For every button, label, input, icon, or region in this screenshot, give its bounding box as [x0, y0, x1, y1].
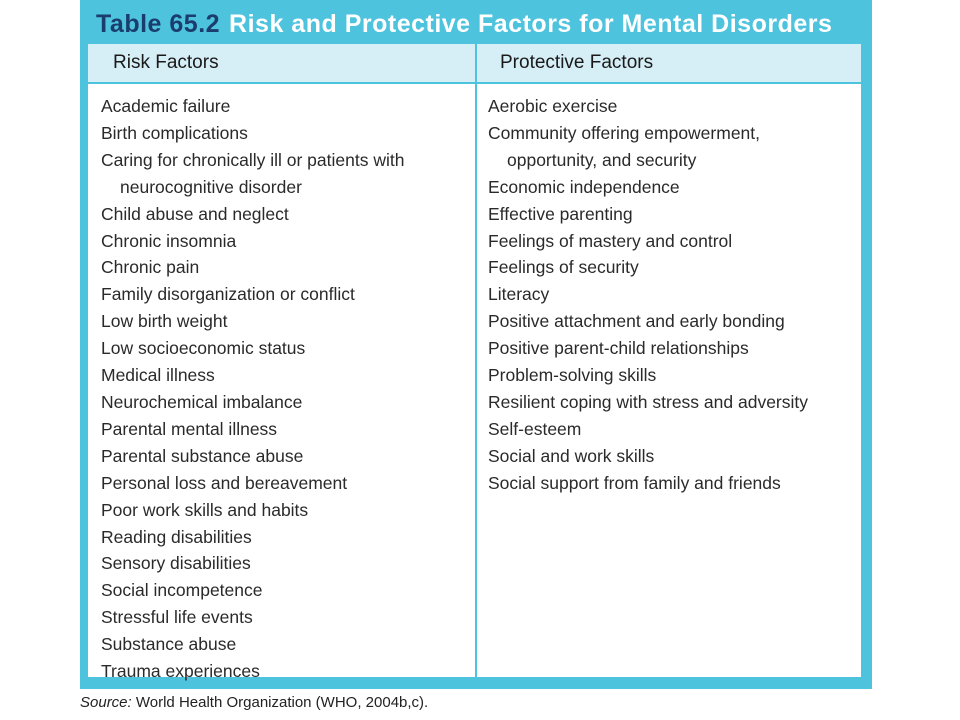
- table-number: Table 65.2: [96, 10, 221, 38]
- table-title-text: Risk and Protective Factors for Mental Disorders: [229, 10, 833, 38]
- risk-factor-item: [88, 550, 475, 577]
- risk-factor-item: [88, 389, 475, 416]
- protective-factors-list: [477, 84, 861, 497]
- risk-factor-item: [88, 147, 475, 201]
- protective-factor-item: [477, 174, 861, 201]
- protective-factor-item: [477, 201, 861, 228]
- protective-factor-text: Feelings of security: [488, 257, 639, 278]
- protective-factor-item: [477, 362, 861, 389]
- protective-factor-item: [477, 389, 861, 416]
- risk-factor-item: [88, 362, 475, 389]
- risk-factor-text: Academic failure: [101, 96, 231, 116]
- risk-factor-text: Parental mental illness: [101, 418, 278, 439]
- risk-factor-text: Medical illness: [101, 365, 215, 386]
- risk-factor-text: Low birth weight: [101, 311, 228, 332]
- risk-factor-text: Trauma experiences: [101, 661, 260, 682]
- risk-factor-item: [88, 93, 475, 120]
- protective-factor-text: Aerobic exercise: [488, 96, 618, 116]
- risk-factor-item: [88, 281, 475, 308]
- risk-factors-column: [88, 44, 477, 682]
- risk-factor-text: Social incompetence: [101, 580, 263, 601]
- factors-table: [88, 44, 861, 682]
- risk-factor-text: Reading disabilities: [101, 526, 252, 547]
- protective-factor-item: [477, 254, 861, 281]
- risk-factors-list: [88, 84, 475, 685]
- protective-factor-item: [477, 228, 861, 255]
- risk-factor-item: [88, 120, 475, 147]
- risk-factor-text: Sensory disabilities: [101, 553, 251, 574]
- risk-factor-item: [88, 254, 475, 281]
- risk-factor-text: Poor work skills and habits: [101, 499, 309, 520]
- risk-factor-item: [88, 308, 475, 335]
- protective-factor-text: Positive attachment and early bonding: [488, 311, 785, 332]
- protective-factor-item: [477, 120, 861, 174]
- source-text: World Health Organization (WHO, 2004b,c).: [135, 694, 429, 711]
- protective-factor-text: Effective parenting: [488, 203, 633, 224]
- risk-factor-text: Child abuse and neglect: [101, 203, 289, 224]
- protective-factor-text: Community offering empowerment,: [488, 122, 761, 143]
- protective-factor-item: [477, 281, 861, 308]
- protective-factor-item: [477, 308, 861, 335]
- risk-factor-item: [88, 201, 475, 228]
- protective-factor-text: Economic independence: [488, 176, 680, 197]
- protective-factor-text: Feelings of mastery and control: [488, 230, 733, 251]
- protective-factor-item: [477, 335, 861, 362]
- risk-factor-item: [88, 443, 475, 470]
- risk-factor-text: Chronic insomnia: [101, 230, 237, 251]
- protective-factors-column: [477, 44, 861, 677]
- protective-factor-item: [477, 416, 861, 443]
- protective-factor-text: Positive parent-child relationships: [488, 338, 749, 359]
- protective-factor-item: [477, 470, 861, 497]
- protective-factor-text: Self-esteem: [488, 418, 582, 439]
- risk-factor-text: Stressful life events: [101, 607, 253, 628]
- risk-factor-text: Low socioeconomic status: [101, 338, 306, 359]
- protective-factors-header: Protective Factors: [477, 44, 861, 84]
- source-note: [80, 694, 428, 711]
- protective-factor-item: [477, 93, 861, 120]
- risk-factor-item: [88, 416, 475, 443]
- risk-factor-text: Birth complications: [101, 122, 248, 143]
- risk-factor-text: Personal loss and bereavement: [101, 472, 348, 493]
- risk-factor-item: [88, 470, 475, 497]
- risk-factor-text: Family disorganization or conflict: [101, 284, 355, 305]
- protective-factor-text: Social support from family and friends: [488, 472, 781, 493]
- risk-factor-text: Caring for chronically ill or patients with: [101, 149, 405, 170]
- table-title: [96, 6, 832, 42]
- risk-factor-item: [88, 497, 475, 524]
- risk-factor-text: Neurochemical imbalance: [101, 391, 303, 412]
- protective-factor-text-continued: opportunity, and security: [507, 149, 697, 170]
- risk-factor-item: [88, 577, 475, 604]
- risk-factor-item: [88, 524, 475, 551]
- protective-factor-text: Resilient coping with stress and adversity: [488, 391, 809, 412]
- risk-factor-text: Chronic pain: [101, 257, 200, 278]
- protective-factor-text: Literacy: [488, 284, 550, 305]
- risk-factor-text: Parental substance abuse: [101, 445, 304, 466]
- risk-factor-item: [88, 658, 475, 685]
- risk-factors-header: Risk Factors: [88, 44, 475, 84]
- risk-factor-item: [88, 631, 475, 658]
- risk-factor-text: Substance abuse: [101, 634, 237, 655]
- risk-factor-text-continued: neurocognitive disorder: [120, 176, 302, 197]
- protective-factor-item: [477, 443, 861, 470]
- protective-factor-text: Social and work skills: [488, 445, 655, 466]
- risk-factor-item: [88, 228, 475, 255]
- protective-factor-text: Problem-solving skills: [488, 365, 657, 386]
- risk-factor-item: [88, 604, 475, 631]
- risk-factor-item: [88, 335, 475, 362]
- source-label: Source:: [80, 694, 132, 711]
